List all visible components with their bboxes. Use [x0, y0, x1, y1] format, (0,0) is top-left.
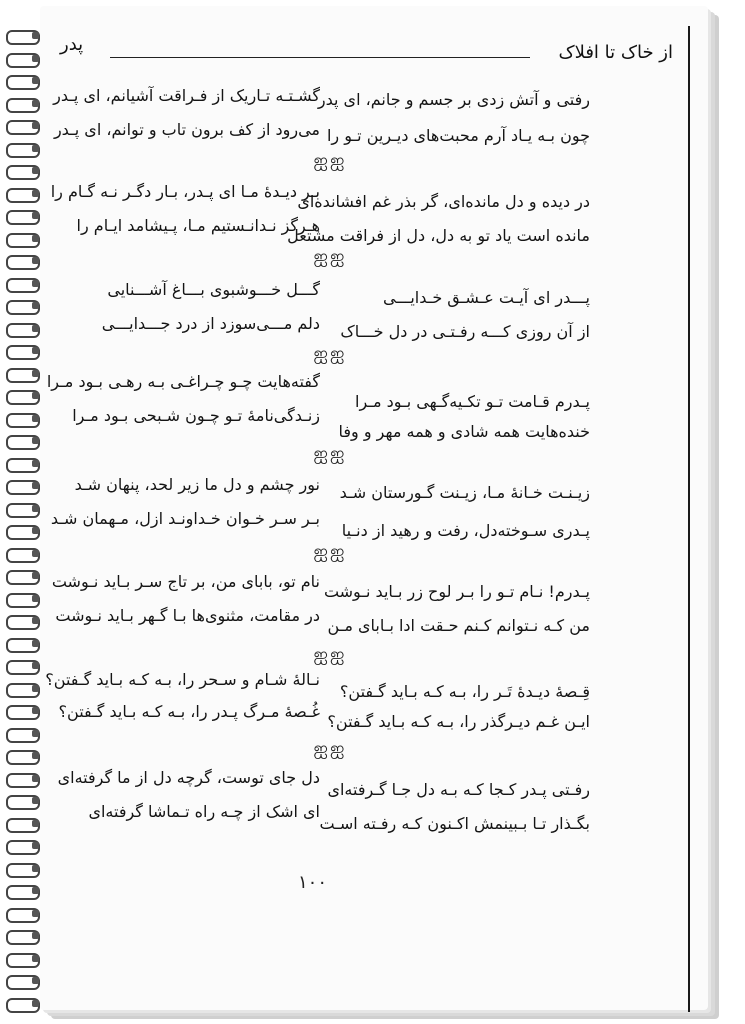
page-number: ۱۰۰	[298, 872, 328, 893]
spiral-coil	[0, 478, 38, 496]
verse-left-2a: بـر دیـدهٔ مـا ای پـدر، بـار دگـر نـه گـام را	[50, 182, 320, 201]
spiral-coil	[0, 996, 38, 1014]
punch-hole	[32, 910, 39, 917]
spiral-coil	[0, 703, 38, 721]
punch-hole	[32, 820, 39, 827]
verse-right-4a: پـدرم قـامت تـو تکـیه‌گـهی بـود مـرا	[355, 392, 590, 411]
spiral-coil	[0, 771, 38, 789]
spiral-coil	[0, 96, 38, 114]
verse-right-7a: قِـصهٔ دیـدهٔ تَـر را، بـه کـه بـاید گـفتن؟	[339, 682, 590, 701]
punch-hole	[32, 887, 39, 894]
punch-hole	[32, 460, 39, 467]
spiral-coil	[0, 186, 38, 204]
spiral-coil	[0, 208, 38, 226]
punch-hole	[32, 325, 39, 332]
verse-right-8a: رفـتی پـدر کـجا کـه بـه دل جـا گـرفته‌ای	[327, 780, 590, 799]
verse-left-4b: زنـدگی‌نامهٔ تـو چـون شـبحی بـود مـرا	[72, 406, 320, 425]
spiral-coil	[0, 636, 38, 654]
verse-right-6b: من کـه نـتوانم کـنم حـقت ادا بـابای مـن	[327, 616, 590, 635]
punch-hole	[32, 505, 39, 512]
punch-hole	[32, 707, 39, 714]
verse-right-1b: چون بـه یـاد آرم محبت‌های دیـرین تـو را	[326, 126, 590, 145]
verse-right-4b: خنده‌هایت همه شادی و همه مهر و وفا	[338, 422, 590, 441]
punch-hole	[32, 730, 39, 737]
punch-hole	[32, 145, 39, 152]
ornament-divider: ஐஐ	[313, 738, 347, 759]
verse-left-4a: گفته‌هایت چـو چـراغـی بـه رهـی بـود مـرا	[46, 372, 320, 391]
punch-hole	[32, 122, 39, 129]
ornament-divider: ஐஐ	[313, 644, 347, 665]
verse-left-8b: ای اشک از چـه راه تـماشا گرفته‌ای	[88, 802, 320, 821]
ornament-divider: ஐஐ	[313, 150, 347, 171]
punch-hole	[32, 55, 39, 62]
verse-right-5a: زیـنـت خـانهٔ مـا، زیـنت گـورستان شـد	[339, 483, 590, 502]
spiral-coil	[0, 816, 38, 834]
punch-hole	[32, 685, 39, 692]
punch-hole	[32, 77, 39, 84]
spiral-coil	[0, 546, 38, 564]
punch-hole	[32, 392, 39, 399]
punch-hole	[32, 797, 39, 804]
punch-hole	[32, 257, 39, 264]
punch-hole	[32, 280, 39, 287]
spiral-coil	[0, 726, 38, 744]
spiral-coil	[0, 51, 38, 69]
verse-left-5a: نور چشم و دل ما زیر لحد، پنهان شـد	[74, 475, 320, 494]
punch-hole	[32, 595, 39, 602]
ornament-divider: ஐஐ	[313, 443, 347, 464]
punch-hole	[32, 977, 39, 984]
punch-hole	[32, 437, 39, 444]
spiral-coil	[0, 838, 38, 856]
spiral-coil	[0, 343, 38, 361]
punch-hole	[32, 775, 39, 782]
verse-left-7b: غُـصهٔ مـرگ پـدر را، بـه کـه بـاید گـفتن؟	[58, 702, 320, 721]
punch-hole	[32, 842, 39, 849]
verse-right-3a: پـــدر ای آیـت عـشـق خـدایـــی	[382, 288, 590, 307]
spiral-coil	[0, 748, 38, 766]
ornament-divider: ஐஐ	[313, 343, 347, 364]
page-border-line	[688, 26, 690, 1012]
verse-right-7b: ایـن غـم دیـرگذر را، بـه کـه بـاید گـفتن؟	[327, 712, 590, 731]
punch-hole	[32, 572, 39, 579]
punch-hole	[32, 190, 39, 197]
spiral-coil	[0, 883, 38, 901]
spiral-coil	[0, 501, 38, 519]
spiral-coil	[0, 118, 38, 136]
spiral-coil	[0, 973, 38, 991]
verse-left-1a: گشـتـه تـاریک از فـراقت آشیانم، ای پـدر	[53, 86, 320, 105]
spiral-coil	[0, 276, 38, 294]
punch-hole	[32, 370, 39, 377]
verse-left-1b: می‌رود از کف برون تاب و توانم، ای پـدر	[53, 120, 320, 139]
punch-hole	[32, 32, 39, 39]
punch-hole	[32, 550, 39, 557]
punch-hole	[32, 347, 39, 354]
verse-left-5b: بـر سـر خـوان خـداونـد ازل، مـهمان شـد	[50, 509, 320, 528]
spiral-coil	[0, 568, 38, 586]
spiral-coil	[0, 906, 38, 924]
spiral-coil	[0, 658, 38, 676]
spiral-coil	[0, 591, 38, 609]
verse-right-2b: مانده است یاد تو به دل، دل از فراقت مشتعل	[287, 226, 590, 245]
punch-hole	[32, 752, 39, 759]
spiral-coil	[0, 433, 38, 451]
spiral-coil	[0, 253, 38, 271]
header-rule	[110, 57, 530, 58]
punch-hole	[32, 955, 39, 962]
spiral-coil	[0, 321, 38, 339]
punch-hole	[32, 865, 39, 872]
book-title: از خاک تا افلاک	[558, 42, 673, 63]
book-page	[40, 6, 708, 1010]
verse-left-8a: دل جای توست، گرچه دل از ما گرفته‌ای	[57, 768, 320, 787]
spiral-coil	[0, 793, 38, 811]
punch-hole	[32, 662, 39, 669]
ornament-divider: ஐஐ	[313, 541, 347, 562]
punch-hole	[32, 527, 39, 534]
punch-hole	[32, 235, 39, 242]
verse-right-2a: در دیده و دل مانده‌ای، گر بذر غم افشانده‌ای	[297, 192, 590, 211]
spiral-coil	[0, 928, 38, 946]
punch-hole	[32, 212, 39, 219]
spiral-coil	[0, 951, 38, 969]
punch-hole	[32, 415, 39, 422]
punch-hole	[32, 617, 39, 624]
verse-left-3b: دلم مـــی‌سوزد از درد جـــدایـــی	[101, 314, 320, 333]
spiral-coil	[0, 523, 38, 541]
spiral-coil	[0, 366, 38, 384]
spiral-coil	[0, 388, 38, 406]
punch-hole	[32, 932, 39, 939]
verse-left-3a: گـــل خـــوشبوی بـــاغ آشـــنایی	[107, 280, 320, 299]
punch-hole	[32, 640, 39, 647]
spiral-coil	[0, 613, 38, 631]
ornament-divider: ஐஐ	[313, 246, 347, 267]
punch-hole	[32, 302, 39, 309]
punch-hole	[32, 482, 39, 489]
verse-left-6b: در مقامت، مثنوی‌ها بـا گـهر بـاید نـوشت	[55, 606, 320, 625]
spiral-coil	[0, 231, 38, 249]
spiral-coil	[0, 861, 38, 879]
spiral-coil	[0, 298, 38, 316]
punch-hole	[32, 167, 39, 174]
header-cut-word: پدر	[60, 34, 84, 55]
verse-left-6a: نام تو، بابای من، بر تاج سـر بـاید نـوشت	[51, 572, 320, 591]
spiral-coil	[0, 163, 38, 181]
spiral-coil	[0, 681, 38, 699]
punch-hole	[32, 100, 39, 107]
spiral-coil	[0, 456, 38, 474]
punch-hole	[32, 1000, 39, 1007]
verse-left-7a: نـالهٔ شـام و سـحر را، بـه کـه بـاید گـفتن؟	[45, 670, 320, 689]
verse-right-6a: پـدرم! نـام تـو را بـر لوح زر بـاید نـوشت	[323, 582, 590, 601]
spiral-coil	[0, 28, 38, 46]
spiral-coil	[0, 73, 38, 91]
spiral-coil	[0, 141, 38, 159]
verse-right-1a: رفتی و آتش زدی بر جسم و جانم، ای پدر	[317, 90, 590, 109]
verse-left-2b: هـرگز نـدانـستیم مـا، پـیشامد ایـام را	[76, 216, 320, 235]
verse-right-3b: از آن روزی کـــه رفـتـی در دل خـــاک	[340, 322, 590, 341]
verse-right-8b: بگـذار تـا بـبینمش اکـنون کـه رفـته اسـت	[319, 814, 590, 833]
spiral-coil	[0, 411, 38, 429]
verse-right-5b: پـدری سـوخته‌دل، رفت و رهید از دنـیا	[341, 521, 590, 540]
